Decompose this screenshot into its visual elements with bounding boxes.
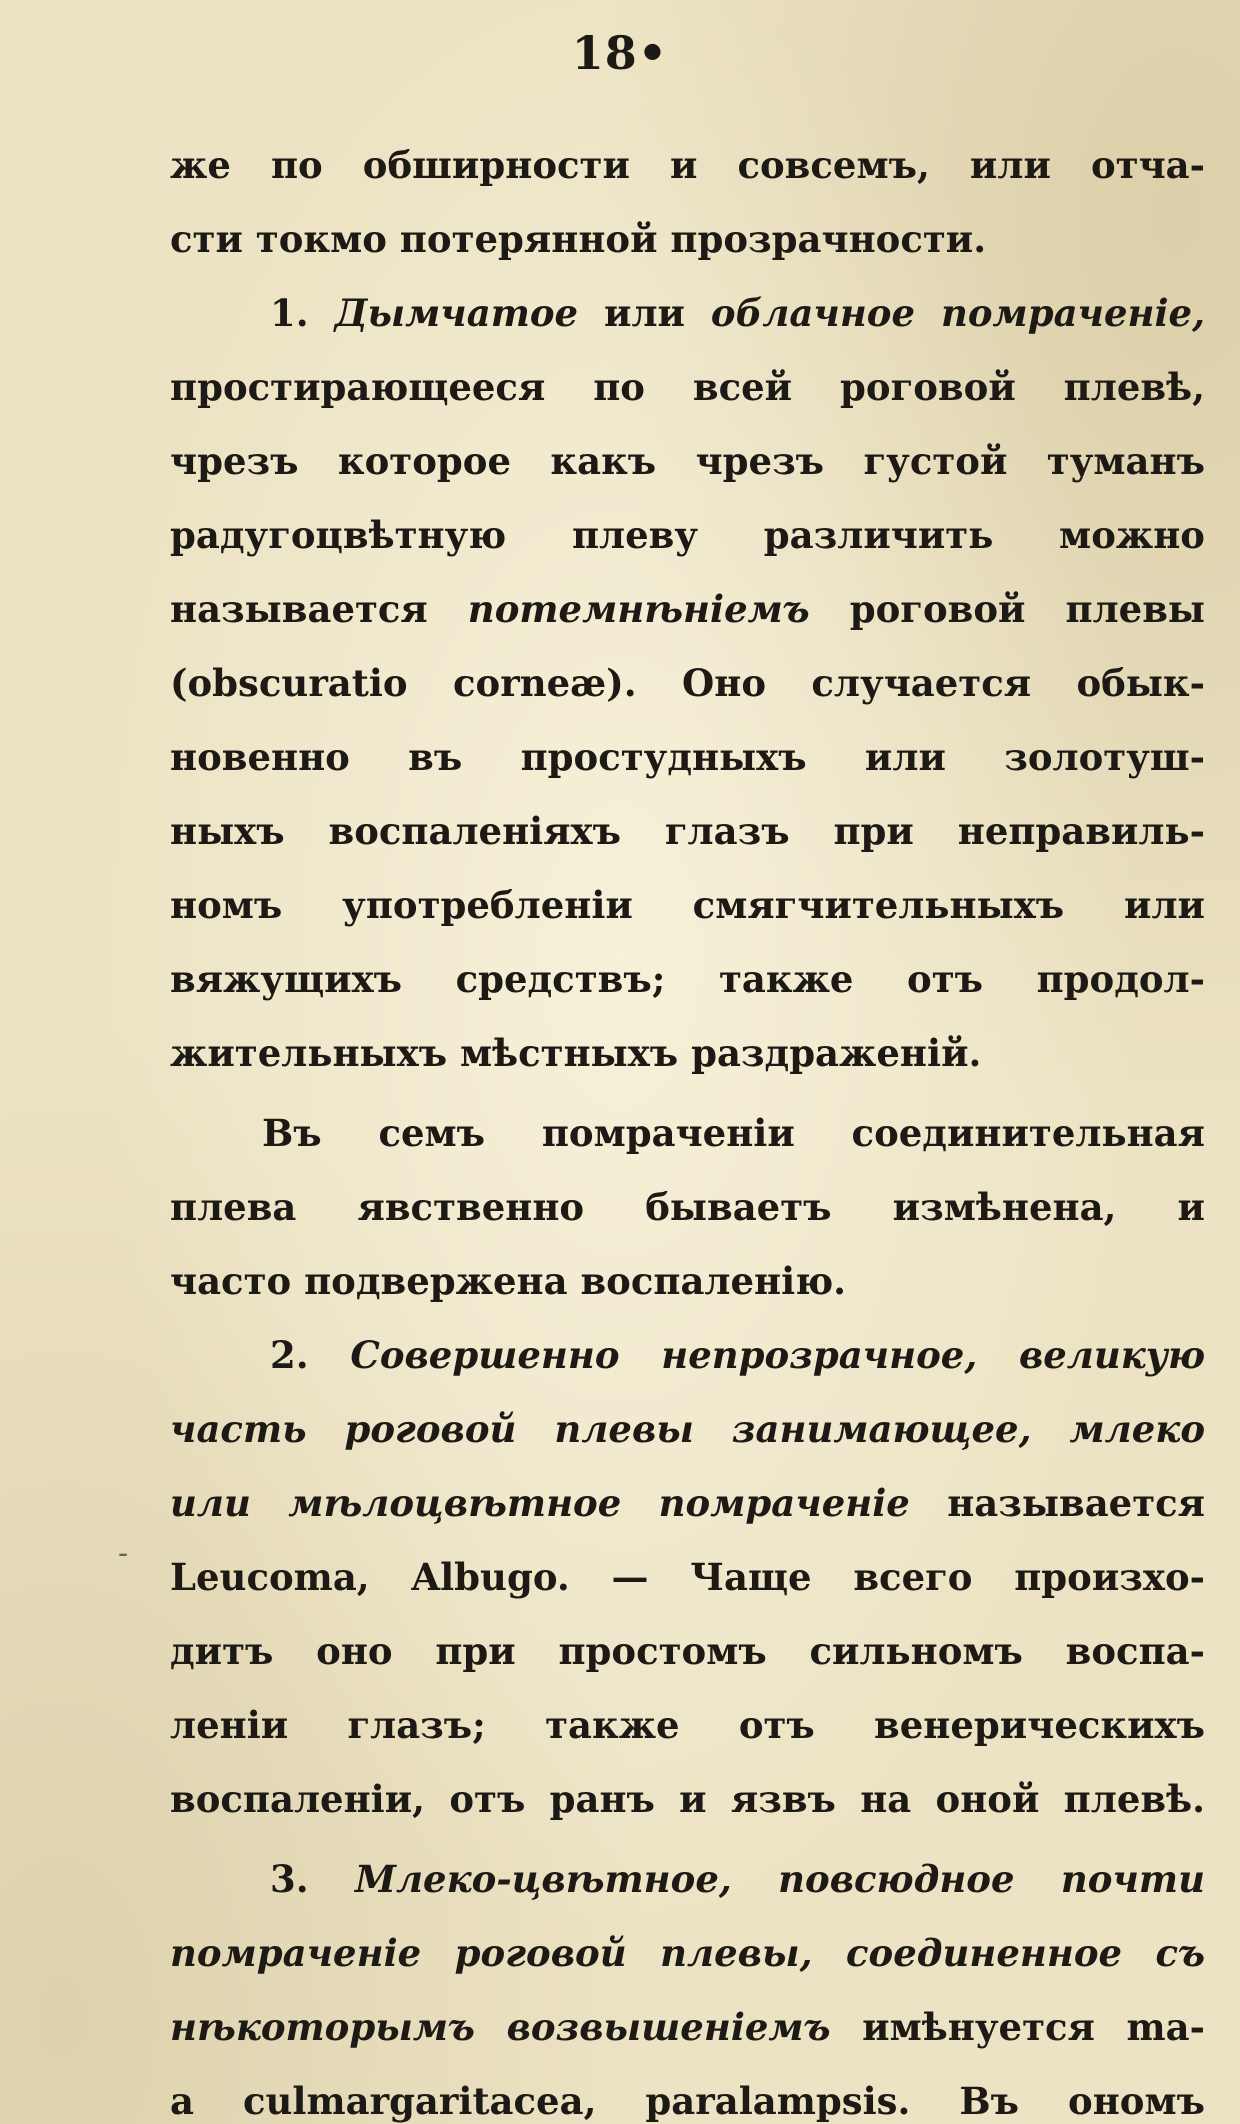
text-line: 3. Млеко-цвѣтное, повсюдное почти xyxy=(270,1857,1205,1901)
text-line: плева явственно бываетъ измѣнена, и xyxy=(170,1185,1205,1229)
text-line: номъ употребленіи смягчительныхъ или xyxy=(170,883,1205,927)
text-line: (obscuratio corneæ). Оно случается обык- xyxy=(170,661,1205,705)
page-number: 18• xyxy=(571,26,669,80)
text-line: простирающееся по всей роговой плевѣ, xyxy=(170,365,1205,409)
text-line: чрезъ которое какъ чрезъ густой туманъ xyxy=(170,439,1205,483)
text-line: Leucoma, Albugo. — Чаще всего произхо- xyxy=(170,1555,1205,1599)
text-line: 2. Совершенно непрозрачное, великую xyxy=(270,1333,1205,1377)
text-line: сти токмо потерянной прозрачности. xyxy=(170,217,987,261)
text-line: же по обширности и совсемъ, или отча- xyxy=(170,143,1205,187)
text-line: называется потемнѣніемъ роговой плевы xyxy=(170,587,1205,631)
text-line: a culmargaritacea, paralampsis. Въ ономъ xyxy=(170,2079,1205,2123)
text-line: помраченіе роговой плевы, соединенное съ xyxy=(170,1931,1205,1975)
text-line: Въ семъ помраченіи соединительная xyxy=(262,1111,1205,1155)
text-line: жительныхъ мѣстныхъ раздраженій. xyxy=(170,1031,982,1075)
text-line: воспаленіи, отъ ранъ и язвъ на оной плевѣ. xyxy=(170,1777,1205,1821)
text-line: дитъ оно при простомъ сильномъ воспа- xyxy=(170,1629,1205,1673)
text-line: или мѣлоцвѣтное помраченіе называется xyxy=(170,1481,1205,1525)
text-line: нѣкоторымъ возвышеніемъ имѣнуется ma- xyxy=(170,2005,1205,2049)
text-line: ныхъ воспаленіяхъ глазъ при неправиль- xyxy=(170,809,1205,853)
text-line: часть роговой плевы занимающее, млеко xyxy=(170,1407,1205,1451)
body-text xyxy=(170,128,1205,2124)
text-line: 1. Дымчатое или облачное помраченіе, xyxy=(270,291,1205,335)
text-line: вяжущихъ средствъ; также отъ продол- xyxy=(170,957,1205,1001)
text-line: новенно въ простудныхъ или золотуш- xyxy=(170,735,1205,779)
text-line: часто подвержена воспаленію. xyxy=(170,1259,847,1303)
margin-mark: - xyxy=(118,1536,129,1571)
text-line: леніи глазъ; также отъ венерическихъ xyxy=(170,1703,1205,1747)
text-line: радугоцвѣтную плеву различить можно xyxy=(170,513,1205,557)
